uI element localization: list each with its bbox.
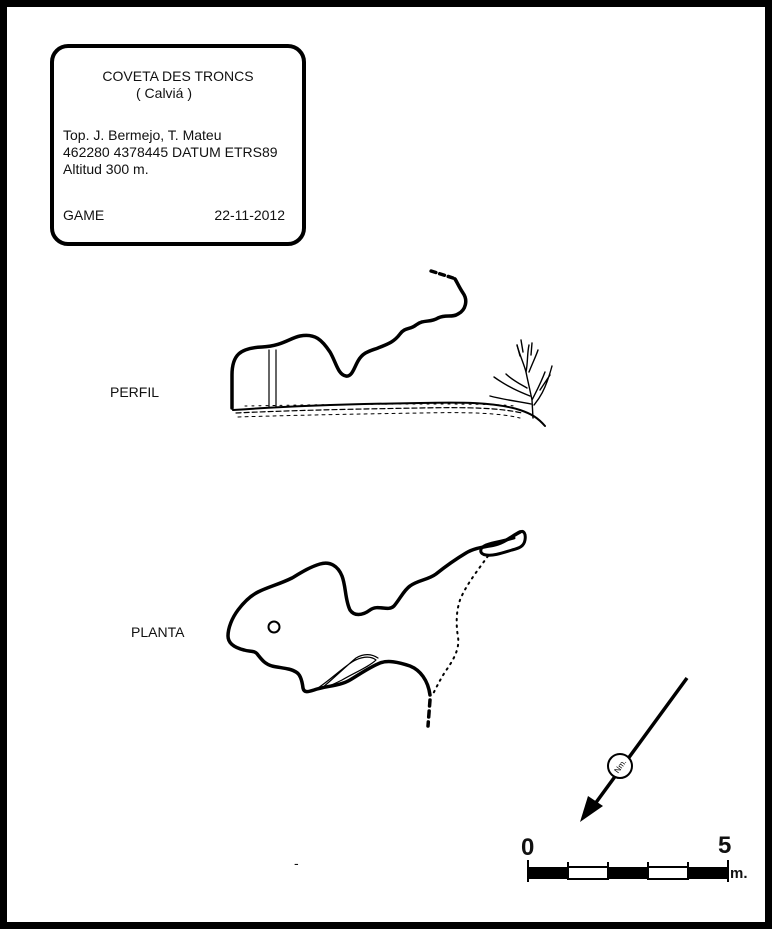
plan-outline [228,532,520,695]
profile-ceiling-dashed [428,270,453,278]
plan-ledge [318,655,378,688]
survey-date: 22-11-2012 [214,207,285,223]
altitude: Altitud 300 m. [63,161,149,177]
profile-ceiling [232,279,466,408]
scale-end-label: 5 [718,832,732,859]
organization: GAME [63,207,105,223]
profile-floor-sediment [236,408,522,413]
municipality: ( Calviá ) [136,85,193,101]
plan-dotted-line [433,556,488,694]
north-arrow [580,678,687,822]
scale-seg-1 [528,867,568,879]
profile-label: PERFIL [110,384,160,400]
scale-seg-5 [688,867,728,879]
scale-seg-2 [568,867,608,879]
plan-label: PLANTA [131,624,185,640]
cave-name: COVETA DES TRONCS [102,68,254,84]
profile-view [232,270,552,426]
coordinates: 462280 4378445 DATUM ETRS89 [63,144,278,160]
scale-start-label: 0 [521,834,535,861]
plan-pillar-circle [269,622,280,633]
stray-mark: - [294,855,299,871]
profile-section-line [269,350,276,407]
profile-floor-sediment-2 [238,413,520,418]
scale-seg-3 [608,867,648,879]
plan-view [228,531,525,726]
survey-credits: Top. J. Bermejo, T. Mateu [63,127,222,143]
scale-unit-label: m. [730,865,748,882]
north-arrow-label: Nm. [612,757,629,775]
scale-seg-4 [648,867,688,879]
profile-floor-sediment-3 [245,404,515,406]
north-arrow-shaft [592,678,687,808]
plan-dashed-exit [428,700,430,726]
scale-bar [528,860,728,882]
